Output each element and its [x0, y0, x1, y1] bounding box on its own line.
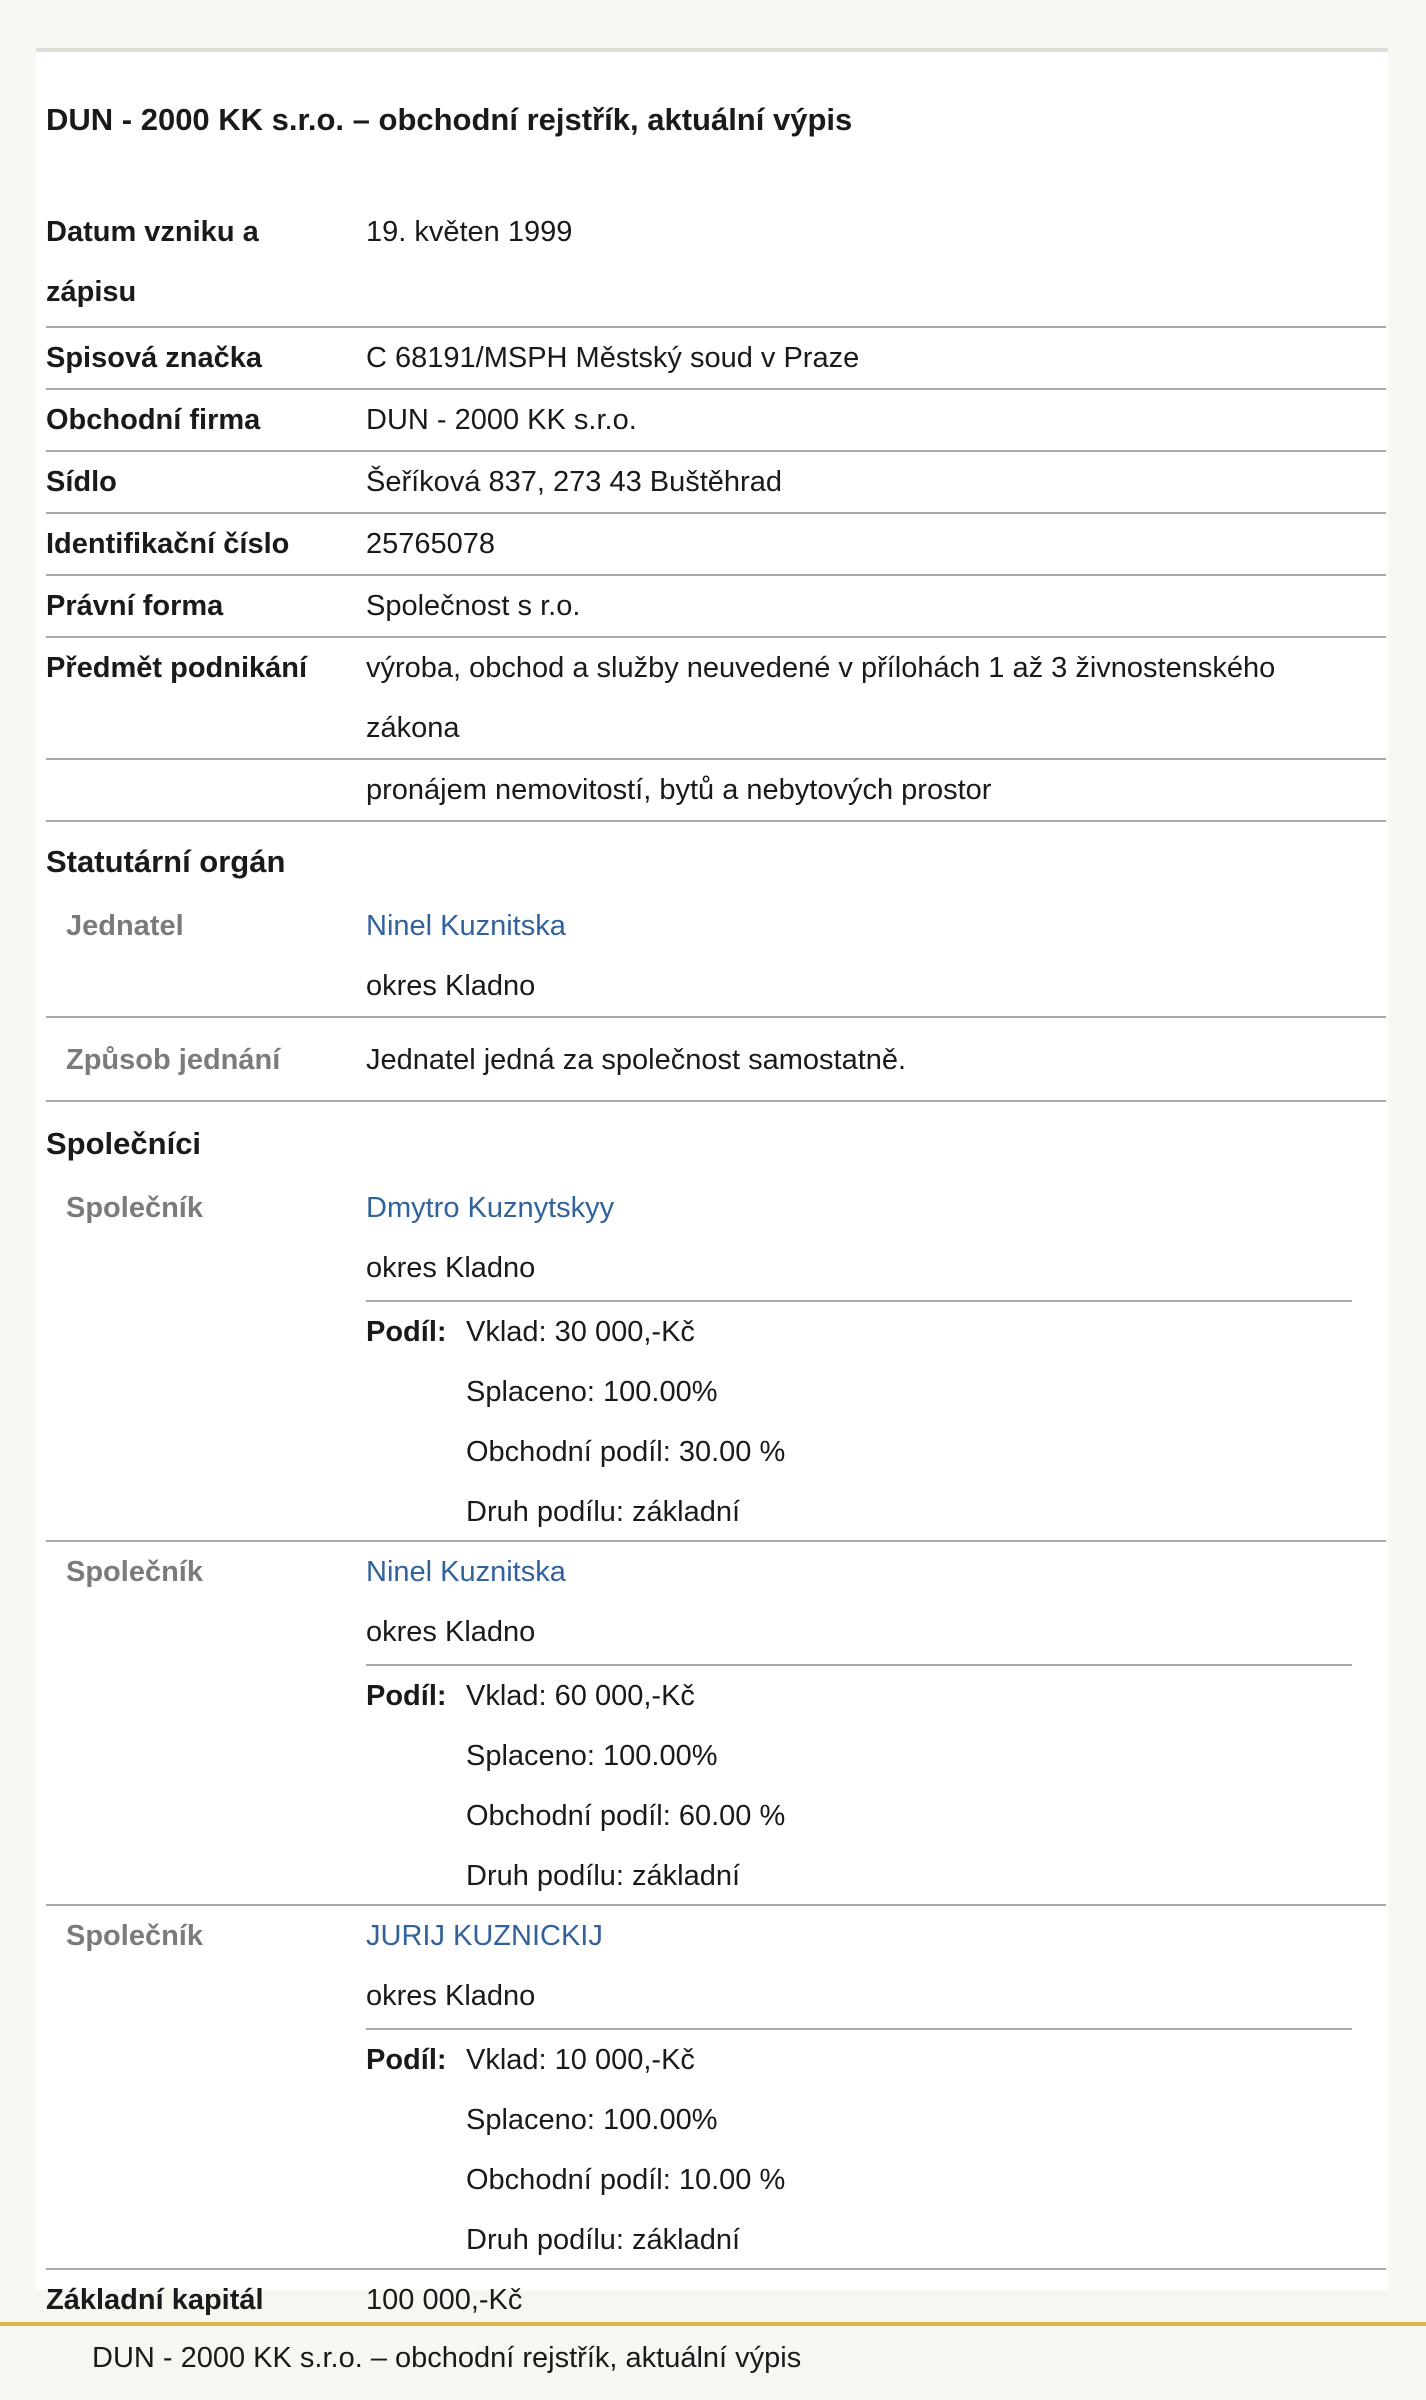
row-label: Datum vzniku a zápisu	[46, 216, 259, 308]
row-value: výroba, obchod a služby neuvedené v přílohách 1 až 3 živnostenského zákona	[366, 652, 1276, 744]
partner-district: okres Kladno	[366, 1252, 536, 1284]
row-label: Spisová značka	[46, 342, 262, 374]
partner-role: Společník	[66, 1556, 203, 1588]
row-id-number	[46, 514, 1386, 576]
share-type: Druh podílu: základní	[466, 1496, 741, 1528]
row-value: Jednatel jedná za společnost samostatně.	[366, 1044, 907, 1076]
partner-district: okres Kladno	[366, 1980, 536, 2012]
partner-name-link[interactable]: Ninel Kuznitska	[366, 1556, 566, 1588]
row-value: 25765078	[366, 528, 496, 560]
partner-share	[366, 2028, 1352, 2270]
footer-title: DUN - 2000 KK s.r.o. – obchodní rejstřík, aktuální výpis	[92, 2342, 802, 2374]
partner-role: Společník	[66, 1920, 203, 1952]
partner-role: Společník	[66, 1192, 203, 1224]
row-value: 100 000,-Kč	[366, 2284, 523, 2316]
row-label: Způsob jednání	[66, 1044, 281, 1076]
partner-item	[46, 1542, 1386, 1906]
partner-name-link[interactable]: Dmytro Kuznytskyy	[366, 1192, 615, 1224]
share-label: Podíl:	[366, 1680, 447, 1712]
row-label: Předmět podnikání	[46, 652, 308, 684]
share-label: Podíl:	[366, 1316, 447, 1348]
row-value: DUN - 2000 KK s.r.o.	[366, 404, 637, 436]
section-statutory: Statutární orgán	[46, 844, 286, 879]
share-deposit: Vklad: 60 000,-Kč	[466, 1680, 695, 1712]
row-label: Jednatel	[66, 910, 184, 942]
share-paid: Splaceno: 100.00%	[466, 1740, 718, 1772]
row-value: Společnost s r.o.	[366, 590, 581, 622]
share-deposit: Vklad: 30 000,-Kč	[466, 1316, 695, 1348]
page-title: DUN - 2000 KK s.r.o. – obchodní rejstřík, aktuální výpis	[46, 102, 853, 137]
row-value: 19. květen 1999	[366, 216, 573, 248]
row-business-activity-2	[46, 760, 1386, 822]
row-founding-date	[46, 202, 1386, 328]
executive-name-link[interactable]: Ninel Kuznitska	[366, 910, 566, 942]
partner-item	[46, 1178, 1386, 1542]
row-label: Identifikační číslo	[46, 528, 290, 560]
row-value: pronájem nemovitostí, bytů a nebytových prostor	[366, 774, 992, 806]
section-partners: Společníci	[46, 1126, 202, 1161]
share-label: Podíl:	[366, 2044, 447, 2076]
share-percentage: Obchodní podíl: 30.00 %	[466, 1436, 786, 1468]
partner-name-link[interactable]: JURIJ KUZNICKIJ	[366, 1920, 603, 1952]
row-acting-method	[46, 1020, 1386, 1102]
row-company-name	[46, 390, 1386, 452]
row-label: Právní forma	[46, 590, 224, 622]
partner-share	[366, 1664, 1352, 1906]
row-label: Základní kapitál	[46, 2284, 264, 2316]
row-executive	[46, 896, 1386, 1018]
share-percentage: Obchodní podíl: 10.00 %	[466, 2164, 786, 2196]
registry-card	[36, 48, 1388, 2316]
share-deposit: Vklad: 10 000,-Kč	[466, 2044, 695, 2076]
share-percentage: Obchodní podíl: 60.00 %	[466, 1800, 786, 1832]
partner-share	[366, 1300, 1352, 1542]
partner-district: okres Kladno	[366, 1616, 536, 1648]
share-paid: Splaceno: 100.00%	[466, 1376, 718, 1408]
row-value: Šeříková 837, 273 43 Buštěhrad	[366, 466, 782, 498]
row-file-number	[46, 328, 1386, 390]
row-seat	[46, 452, 1386, 514]
row-label: Obchodní firma	[46, 404, 261, 436]
partner-item	[46, 1906, 1386, 2270]
row-business-activity	[46, 638, 1386, 760]
share-type: Druh podílu: základní	[466, 2224, 741, 2256]
executive-district: okres Kladno	[366, 970, 536, 1002]
row-legal-form	[46, 576, 1386, 638]
share-type: Druh podílu: základní	[466, 1860, 741, 1892]
row-label: Sídlo	[46, 466, 117, 498]
share-paid: Splaceno: 100.00%	[466, 2104, 718, 2136]
row-value: C 68191/MSPH Městský soud v Praze	[366, 342, 860, 374]
footer-bar	[0, 2322, 1426, 2400]
